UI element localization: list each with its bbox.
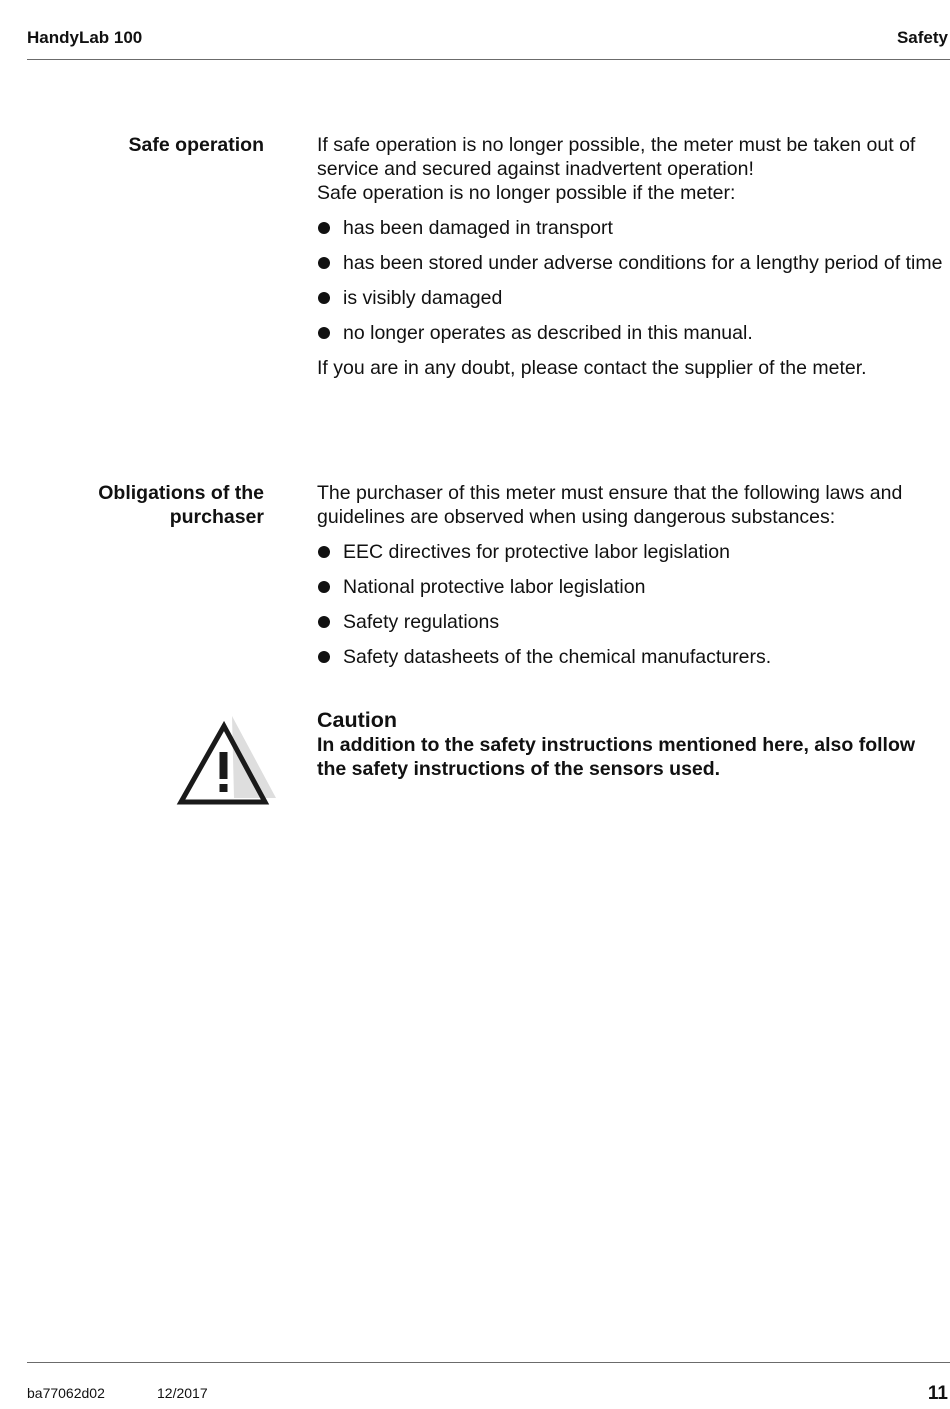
bullet-icon (318, 257, 330, 269)
list-item (317, 540, 947, 564)
section-body-obligations (317, 481, 947, 680)
list-item (317, 286, 947, 310)
bullet-list (317, 216, 947, 345)
paragraph: If safe operation is no longer possible, the meter must be taken out of service and secured against inadvertent operation! (317, 134, 916, 180)
header-chapter-title: Safety (896, 28, 948, 47)
paragraph: The purchaser of this meter must ensure that the following laws and guidelines are observed when using dangerous substances: (317, 482, 903, 528)
section-body-safe-operation (317, 133, 947, 380)
bullet-icon (318, 616, 330, 628)
bullet-list (317, 540, 947, 669)
bullet-icon (318, 581, 330, 593)
list-item-text: EEC directives for protective labor legislation (343, 541, 730, 563)
caution-title: Caution (317, 708, 398, 732)
list-item (317, 645, 947, 669)
list-item (317, 321, 947, 345)
page-number: 11 (927, 1383, 948, 1404)
list-item (317, 216, 947, 240)
list-item-text: Safety regulations (343, 611, 500, 633)
bullet-icon (318, 222, 330, 234)
bullet-icon (318, 327, 330, 339)
bullet-icon (318, 546, 330, 558)
header-divider (27, 59, 950, 60)
list-item-text: National protective labor legislation (343, 576, 646, 598)
list-item-text: is visibly damaged (343, 287, 503, 309)
list-item-text: no longer operates as described in this manual. (343, 322, 753, 344)
list-item-text: has been damaged in transport (343, 217, 613, 239)
footer-divider (27, 1362, 950, 1363)
section-label-obligations: Obligations of the purchaser (98, 482, 264, 528)
paragraph: Safe operation is no longer possible if the meter: (317, 182, 736, 204)
bullet-icon (318, 651, 330, 663)
bullet-icon (318, 292, 330, 304)
list-item-text: has been stored under adverse conditions for a lengthy period of time (343, 252, 943, 274)
paragraph: If you are in any doubt, please contact the supplier of the meter. (317, 357, 867, 379)
warning-triangle-icon (176, 714, 278, 806)
list-item (317, 251, 947, 275)
list-item (317, 575, 947, 599)
list-item-text: Safety datasheets of the chemical manufacturers. (343, 646, 772, 668)
section-label-safe-operation: Safe operation (128, 134, 264, 156)
caution-text: In addition to the safety instructions mentioned here, also follow the safety instructions of the sensors used. (317, 734, 916, 780)
caution-notice (317, 707, 947, 781)
footer-doc-id: ba77062d02 (27, 1385, 105, 1401)
header-product-name: HandyLab 100 (27, 28, 143, 47)
page-header (27, 28, 948, 52)
list-item (317, 610, 947, 634)
footer-date: 12/2017 (157, 1385, 208, 1401)
